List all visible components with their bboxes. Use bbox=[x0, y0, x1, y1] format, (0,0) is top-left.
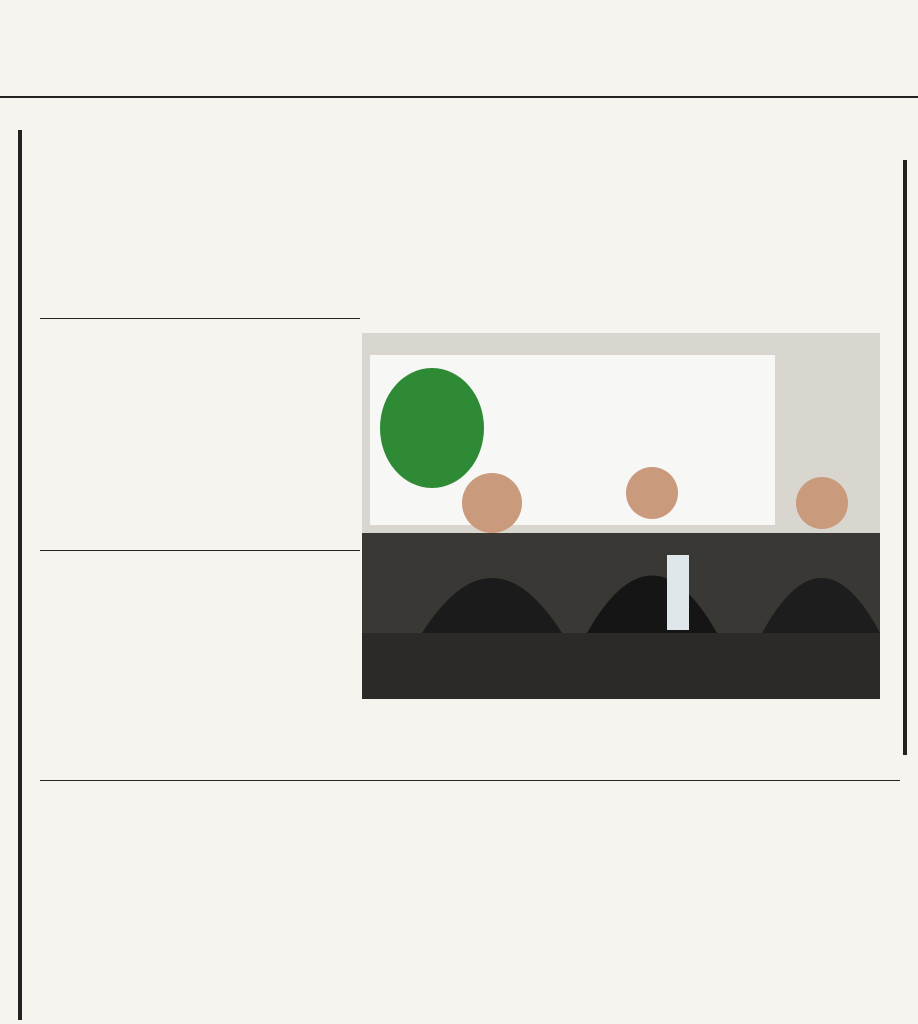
photo-svg bbox=[362, 333, 880, 699]
body-column-3 bbox=[40, 325, 302, 555]
body-column-7 bbox=[40, 790, 560, 1010]
body-column-6 bbox=[560, 790, 890, 1010]
right-rule bbox=[903, 160, 907, 755]
masthead bbox=[0, 52, 918, 98]
person-right-head bbox=[796, 477, 848, 529]
body-column-2 bbox=[300, 325, 360, 555]
divider-top-left bbox=[40, 318, 360, 319]
person-left-head bbox=[462, 473, 522, 533]
body-column-4 bbox=[140, 555, 360, 785]
left-rule bbox=[18, 130, 22, 1020]
headline bbox=[372, 130, 882, 220]
divider-mid-left bbox=[40, 550, 360, 551]
news-photo bbox=[362, 333, 880, 699]
divider-mid-full bbox=[40, 780, 900, 781]
body-column-5 bbox=[40, 555, 140, 785]
water-bottle bbox=[667, 555, 689, 630]
party-logo-shape bbox=[380, 368, 484, 488]
body-column-1 bbox=[40, 110, 360, 310]
table bbox=[362, 633, 880, 699]
person-center-head bbox=[626, 467, 678, 519]
